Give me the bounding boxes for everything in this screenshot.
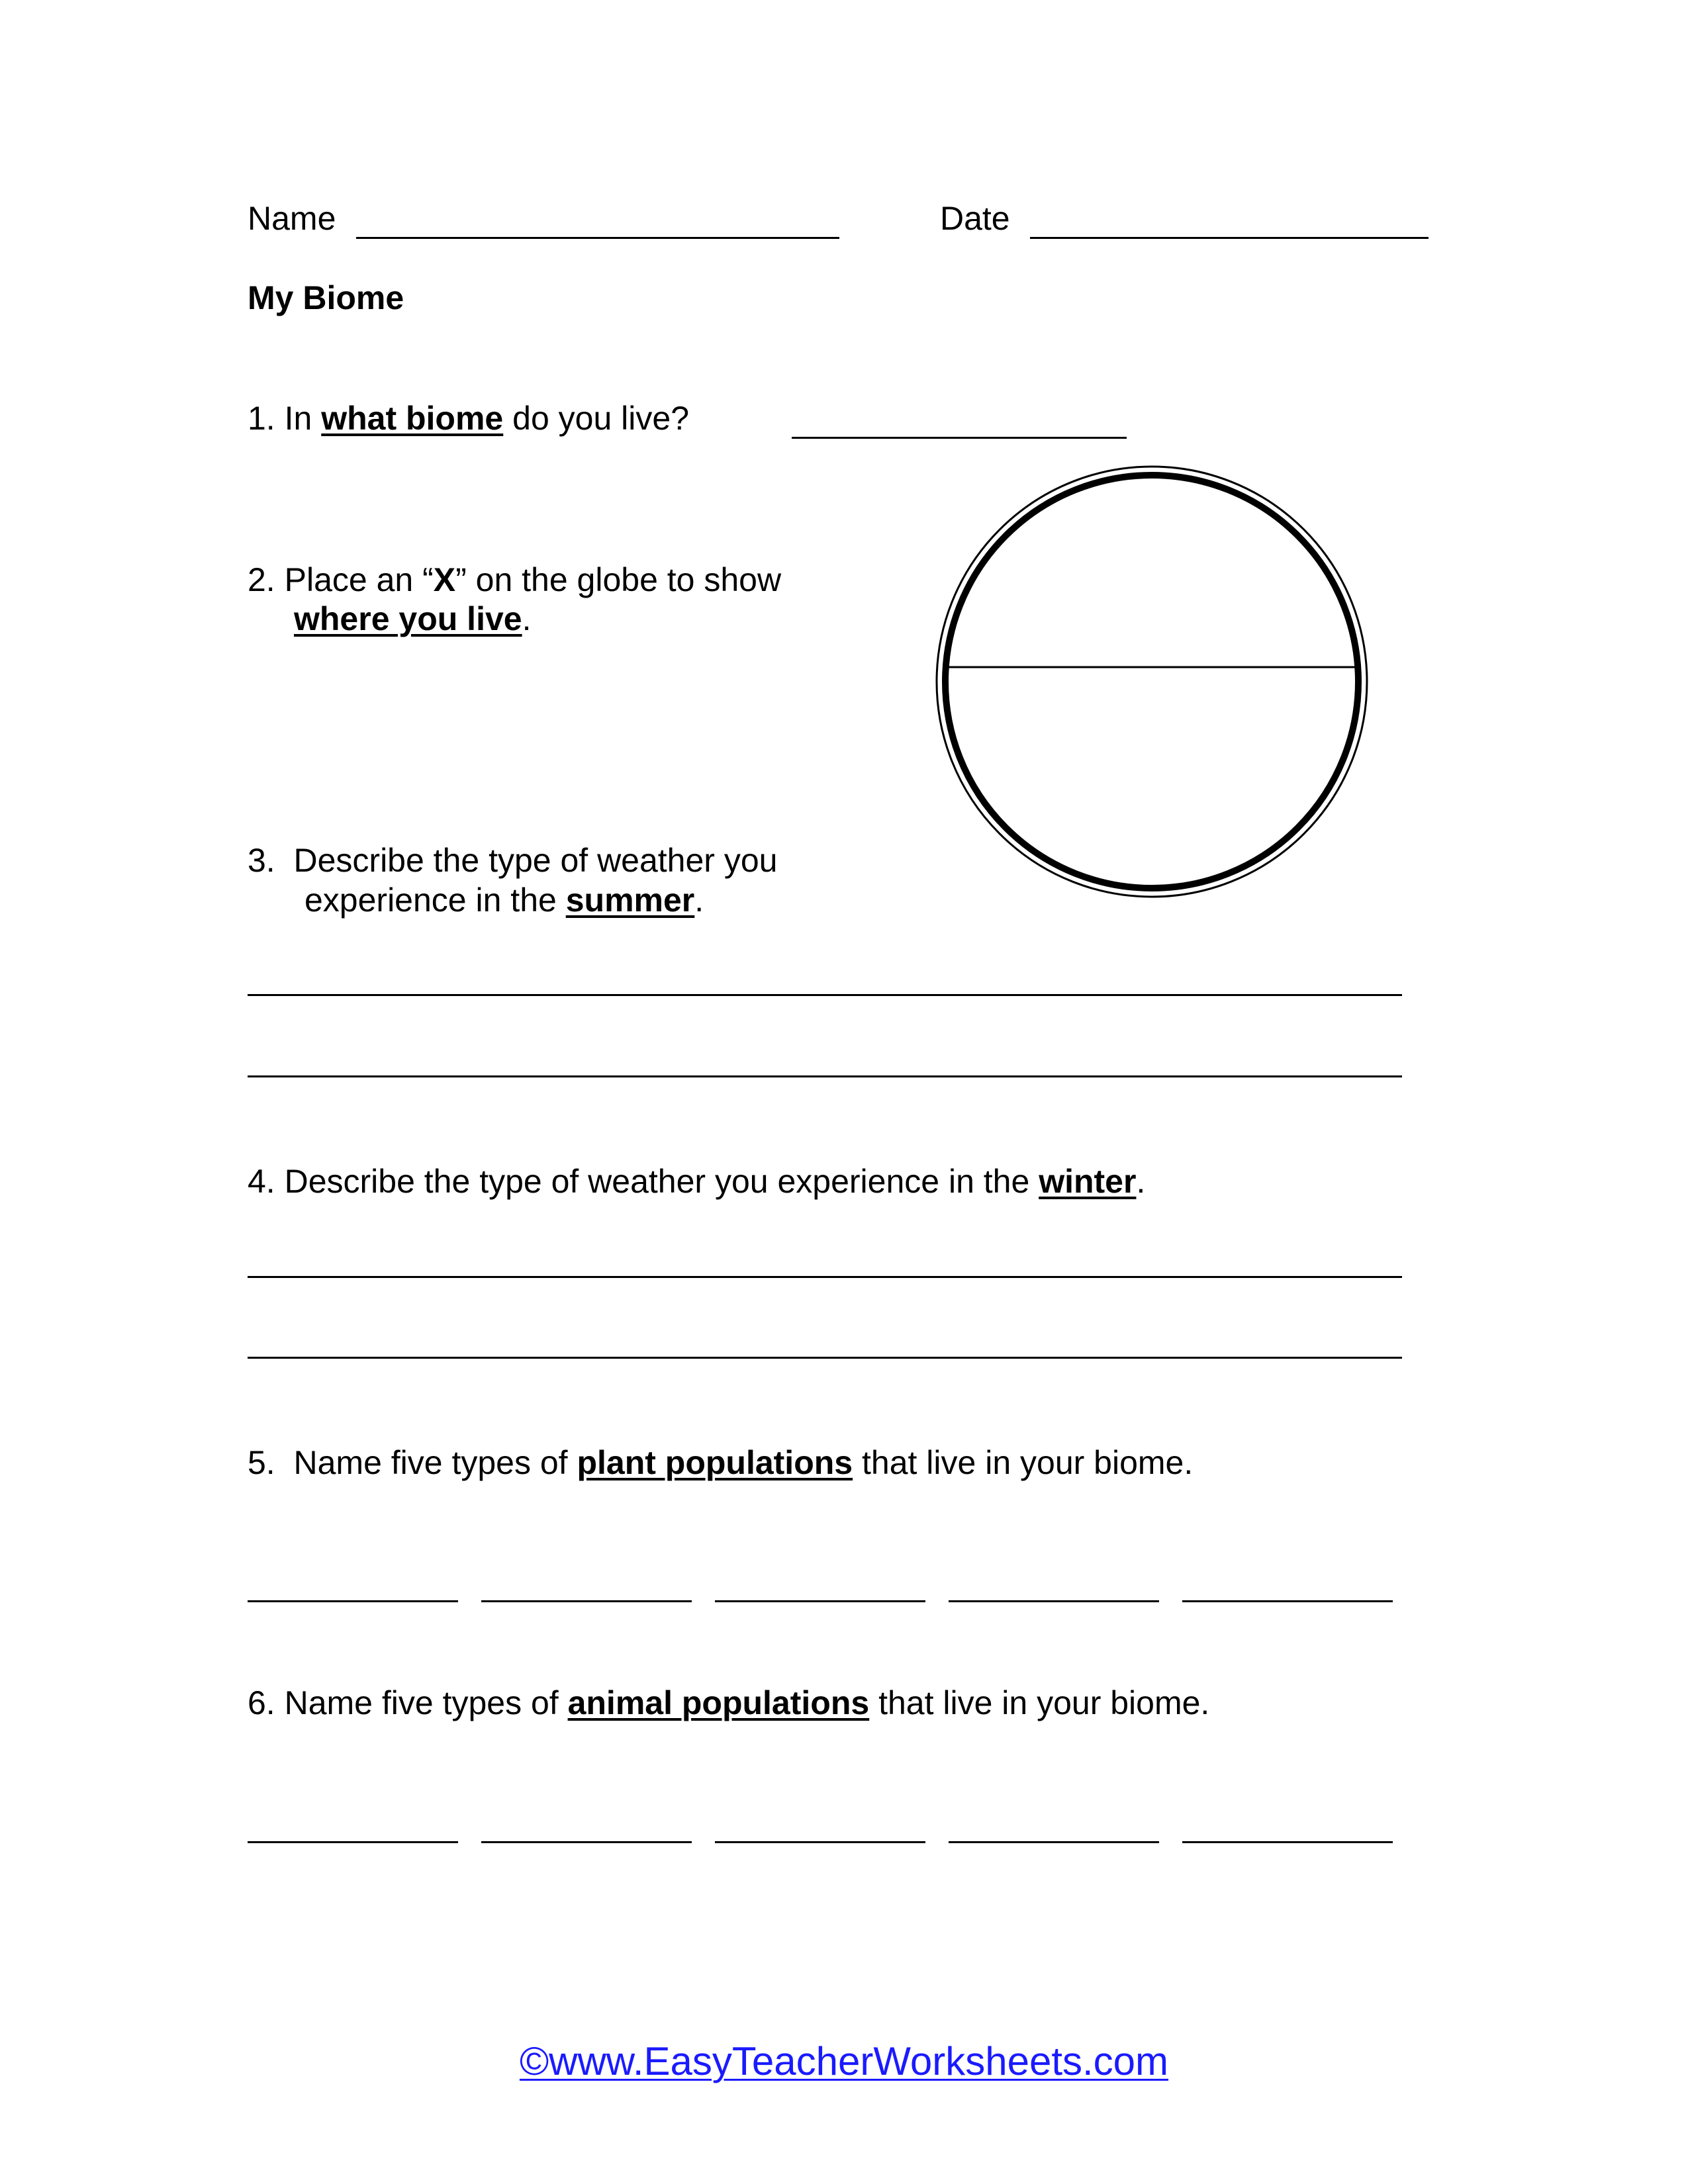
question-3-number: 3.: [248, 842, 275, 879]
question-2-emphasis: where you live: [294, 600, 522, 637]
date-field[interactable]: [1030, 237, 1429, 239]
answer-line-4b[interactable]: [248, 1357, 1402, 1359]
plant-answer-line-3[interactable]: [715, 1600, 925, 1602]
question-6-emphasis: animal populations: [567, 1684, 870, 1721]
question-2-number: 2.: [248, 561, 275, 598]
question-2-line2: [294, 599, 532, 639]
question-6-post: that live in your biome.: [878, 1684, 1210, 1721]
answer-line-1[interactable]: [792, 437, 1127, 439]
question-4-post: .: [1136, 1163, 1146, 1200]
question-3: [248, 841, 777, 880]
plant-answer-line-1[interactable]: [248, 1600, 458, 1602]
question-2-mid: ” on the globe to show: [455, 561, 782, 598]
question-5-pre: Name five types of: [293, 1444, 568, 1481]
question-4-pre: Describe the type of weather you experience in the: [284, 1163, 1030, 1200]
name-field[interactable]: [356, 237, 839, 239]
question-3-emphasis: summer: [565, 882, 695, 919]
question-3-pre: experience in the: [305, 882, 557, 919]
question-1-emphasis: what biome: [321, 400, 504, 437]
question-5: [248, 1443, 1193, 1482]
question-2-pre: Place an “: [284, 561, 434, 598]
question-6: [248, 1683, 1209, 1723]
plant-answer-line-4[interactable]: [949, 1600, 1159, 1602]
animal-answer-line-1[interactable]: [248, 1841, 458, 1843]
question-5-post: that live in your biome.: [862, 1444, 1194, 1481]
footer-link[interactable]: ©www.EasyTeacherWorksheets.com: [519, 2039, 1169, 2083]
question-3-post: .: [694, 882, 704, 919]
page-title: My Biome: [248, 279, 404, 316]
answer-line-4a[interactable]: [248, 1276, 1402, 1278]
globe-icon[interactable]: [927, 457, 1377, 907]
answer-line-3b[interactable]: [248, 1075, 1402, 1077]
animal-answer-line-4[interactable]: [949, 1841, 1159, 1843]
animal-answer-line-5[interactable]: [1182, 1841, 1393, 1843]
globe-outer-ring: [937, 467, 1367, 897]
globe-inner-ring: [945, 475, 1358, 888]
date-label: Date: [940, 200, 1010, 237]
question-6-number: 6.: [248, 1684, 275, 1721]
footer: [0, 2038, 1688, 2085]
question-5-emphasis: plant populations: [577, 1444, 853, 1481]
animal-answer-line-2[interactable]: [481, 1841, 692, 1843]
plant-answer-line-2[interactable]: [481, 1600, 692, 1602]
question-1-post: do you live?: [512, 400, 690, 437]
plant-answer-line-5[interactable]: [1182, 1600, 1393, 1602]
question-2-x: X: [433, 561, 456, 598]
question-2-post: .: [522, 600, 532, 637]
question-5-number: 5.: [248, 1444, 275, 1481]
animal-answer-line-3[interactable]: [715, 1841, 925, 1843]
question-1-number: 1.: [248, 400, 275, 437]
answer-line-3a[interactable]: [248, 994, 1402, 996]
question-2: [248, 560, 781, 600]
question-4-number: 4.: [248, 1163, 275, 1200]
question-6-pre: Name five types of: [284, 1684, 559, 1721]
question-1: [248, 398, 689, 438]
question-4: [248, 1161, 1145, 1201]
question-3-line1: Describe the type of weather you: [293, 842, 778, 879]
question-1-pre: In: [284, 400, 312, 437]
question-4-emphasis: winter: [1039, 1163, 1137, 1200]
name-label: Name: [248, 200, 336, 237]
question-3-line2: [305, 880, 704, 920]
